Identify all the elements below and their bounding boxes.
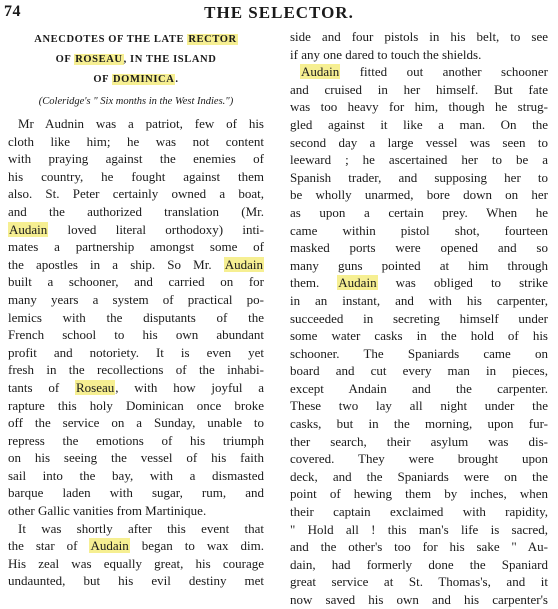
text-line: lemics with the disputants of the <box>8 309 264 325</box>
text-line: some water casks in the hold of his <box>290 328 548 344</box>
text-line: barque laden with sugar, rum, and <box>8 485 264 501</box>
text-line: in an instant, and with his carpenter, <box>290 292 548 308</box>
text-line: with praying against the enemies of <box>8 151 264 167</box>
text-line: and cruised in her himself. But fate <box>290 81 548 97</box>
text-line: and the authorized translation (Mr. <box>8 203 264 219</box>
article-subtitle: (Coleridge's " Six months in the West Indies.") <box>38 96 234 107</box>
text-line: sail into the bay, with a dismasted <box>8 467 264 483</box>
title-line-1: ANECDOTES OF THE LATE RECTOR <box>34 34 237 45</box>
text-line: repress the emotions of his triumph <box>8 432 264 448</box>
text-line: schooner. The Spaniards came on <box>290 345 548 361</box>
text-line: second day a large vessel was seen to <box>290 134 548 150</box>
text-line: ther search, their asylum was dis- <box>290 433 548 449</box>
right-column <box>290 28 548 609</box>
text-line: deck, and the Spaniards were on the <box>290 468 548 484</box>
highlight-roseau: ROSEAU <box>75 54 123 65</box>
text-line: Mr Audnin was a patriot, few of his <box>18 116 264 131</box>
text-line: dain, had formerly done the Spaniard <box>290 556 548 572</box>
name-highlight: Roseau <box>75 379 115 395</box>
text-line: them. Audain was obliged to strike <box>290 275 548 291</box>
text-line: These two lay all night under the <box>290 398 548 414</box>
text-line: built a schooner, and carried on for <box>8 274 264 290</box>
name-highlight: Audain <box>90 538 129 554</box>
text-line: side and four pistols in his belt, to see <box>290 29 548 44</box>
title-line-2: OF ROSEAU, IN THE ISLAND <box>55 54 217 65</box>
running-title: THE SELECTOR. <box>204 3 354 22</box>
text-line: fresh in the recollections of the inhabi- <box>8 362 264 378</box>
text-line: on his seeing the vessel of his faith <box>8 450 264 466</box>
text-line: many guns pointed at him through <box>290 257 548 273</box>
text-line: Audain fitted out another schooner <box>301 64 548 80</box>
text-line: His zeal was equally great, his courage <box>8 555 264 571</box>
text-line: and the other's too for his sake " Au- <box>290 539 548 555</box>
left-body-text <box>8 115 264 590</box>
text-line: the apostles in a ship. So Mr. Audain <box>8 256 263 272</box>
text-line: their captain exclaimed with rapidity, <box>290 504 548 520</box>
name-highlight: Audain <box>301 64 340 80</box>
text-line: came within pistol shot, fourteen <box>290 222 548 238</box>
text-line: cloth like him; he was not content <box>8 133 264 149</box>
text-line: casks, but in the morning, upon fur- <box>290 416 548 432</box>
text-line: leeward ; he ascertained her to be a <box>290 152 548 168</box>
text-line: was too heavy for him, though he strug- <box>290 99 548 115</box>
text-line: tants of Roseau, with how joyful a <box>8 379 264 395</box>
text-line: as upon a certain prey. When he <box>290 204 548 220</box>
text-line: many years a system of practical po- <box>8 291 264 307</box>
text-line: French school to his own abundant <box>8 327 264 343</box>
page-header <box>0 0 558 26</box>
text-line: also. St. Peter certainly owned a boat, <box>8 186 264 202</box>
highlight-rector: RECTOR <box>188 34 237 45</box>
name-highlight: Audain <box>338 275 377 291</box>
text-line: " Hold all ! this man's life is sacred, <box>290 521 548 537</box>
text-line: gled against it like a man. On the <box>290 116 548 132</box>
title-line-3: OF DOMINICA. <box>93 74 179 85</box>
text-line: great service at St. Thomas's, and it <box>290 574 548 590</box>
text-line: succeeded in secreting himself under <box>290 310 548 326</box>
text-line: undaunted, but his evil destiny met <box>8 573 264 589</box>
text-line: It was shortly after this event that <box>18 520 264 536</box>
article-title <box>8 30 264 90</box>
text-line: profit and notoriety. It is even yet <box>8 344 264 360</box>
left-column <box>8 28 264 590</box>
text-line: off the service on a Sunday, unable to <box>8 415 264 431</box>
name-highlight: Audain <box>9 221 48 237</box>
text-line: rapture this holy Dominican once broke <box>8 397 264 413</box>
text-line: masked ports were opened and so <box>290 240 548 256</box>
text-line: other Gallic vanities from Martinique. <box>8 503 207 519</box>
highlight-dominica: DOMINICA <box>113 74 175 85</box>
text-line: mates a partnership amongst some of <box>8 239 264 255</box>
text-line: the star of Audain began to wax dim. <box>8 538 264 554</box>
text-line: covered. They were brought upon <box>290 451 548 467</box>
text-line: his country, he fought against them <box>8 168 264 184</box>
text-line: now saved his own and his carpenter's <box>290 592 548 607</box>
text-line: Audain loved literal orthodoxy) inti- <box>9 221 264 237</box>
page-number: 74 <box>4 3 21 20</box>
name-highlight: Audain <box>224 256 263 272</box>
text-line: except Andain and the carpenter. <box>290 380 548 396</box>
right-body-text <box>290 28 548 609</box>
text-line: if any one dared to touch the shields. <box>290 46 482 62</box>
text-line: board and cut every man in pieces, <box>290 363 548 379</box>
text-line: point of hewing them by inches, when <box>290 486 548 502</box>
text-line: Spanish trader, and supposing her to <box>290 169 548 185</box>
text-line: be wholly unarmed, bore down on her <box>290 187 548 203</box>
